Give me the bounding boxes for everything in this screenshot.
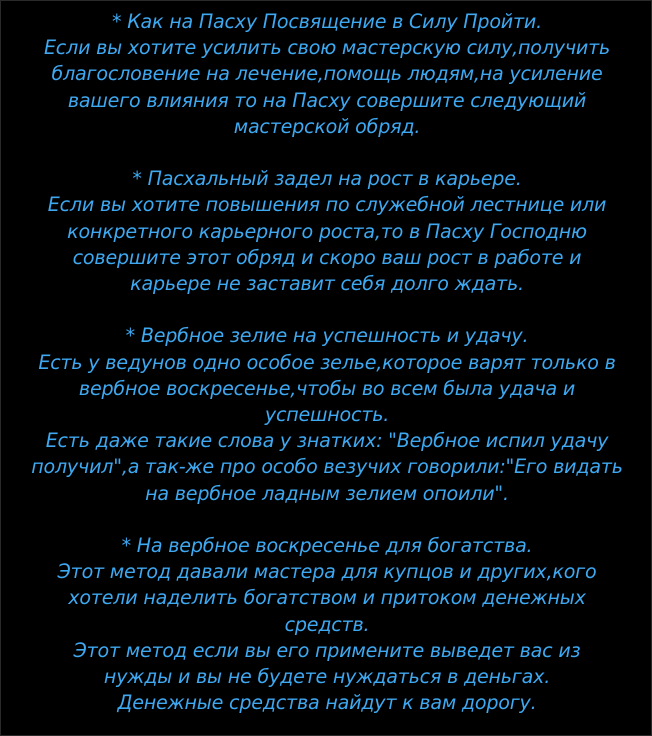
section-easter-initiation [5,9,649,140]
section-career-growth [5,166,649,297]
text-line: Есть даже такие слова у знатких: "Вербное испил удачу [45,429,609,453]
text-line: Если вы хотите повышения по служебной лестнице или [47,193,607,217]
paragraph-gap [5,507,649,533]
paragraph-gap [5,140,649,166]
text-line: на вербное ладным зелием опоили". [145,481,509,505]
text-line: карьере не заставит себя долго ждать. [130,272,524,296]
text-line: благословение на лечение,помощь людям,на усиление [51,62,603,86]
section-heading: * На вербное воскресенье для богатства. [121,534,533,558]
text-line: хотели наделить богатством и притоком денежных [68,586,586,610]
text-line: нужды и вы не будете нуждаться в деньгах. [103,665,551,689]
text-line: конкретного карьерного роста,то в Пасху Господню [67,219,587,243]
section-heading: * Как на Пасху Посвящение в Силу Пройти. [112,10,542,33]
section-wealth [5,533,649,716]
text-line: получил",а так-же про особо везучих говорили:"Его видать [31,455,623,479]
post-text [5,9,649,716]
paragraph-gap [5,297,649,323]
text-line: вашего влияния то на Пасху совершите следующий [67,88,587,112]
text-line: Есть у ведунов одно особое зелье,которое варят только в [38,350,616,374]
section-willow-potion [5,323,649,506]
text-line: вербное воскресенье,чтобы во всем была удача и [78,376,576,400]
text-line: средств. [284,612,370,636]
text-line: Если вы хотите усилить свою мастерскую силу,получить [43,36,611,60]
text-line: успешность. [264,403,390,427]
text-line: Денежные средства найдут к вам дорогу. [117,691,537,715]
section-heading: * Пасхальный задел на рост в карьере. [132,167,522,191]
text-line: Этот метод если вы его примените выведет вас из [73,638,581,662]
section-heading: * Вербное зелие на успешность и удачу. [125,324,529,348]
text-line: мастерской обряд. [233,114,421,138]
text-line: Этот метод давали мастера для купцов и других,кого [57,560,597,584]
text-line: совершите этот обряд и скоро ваш рост в работе и [72,245,582,269]
